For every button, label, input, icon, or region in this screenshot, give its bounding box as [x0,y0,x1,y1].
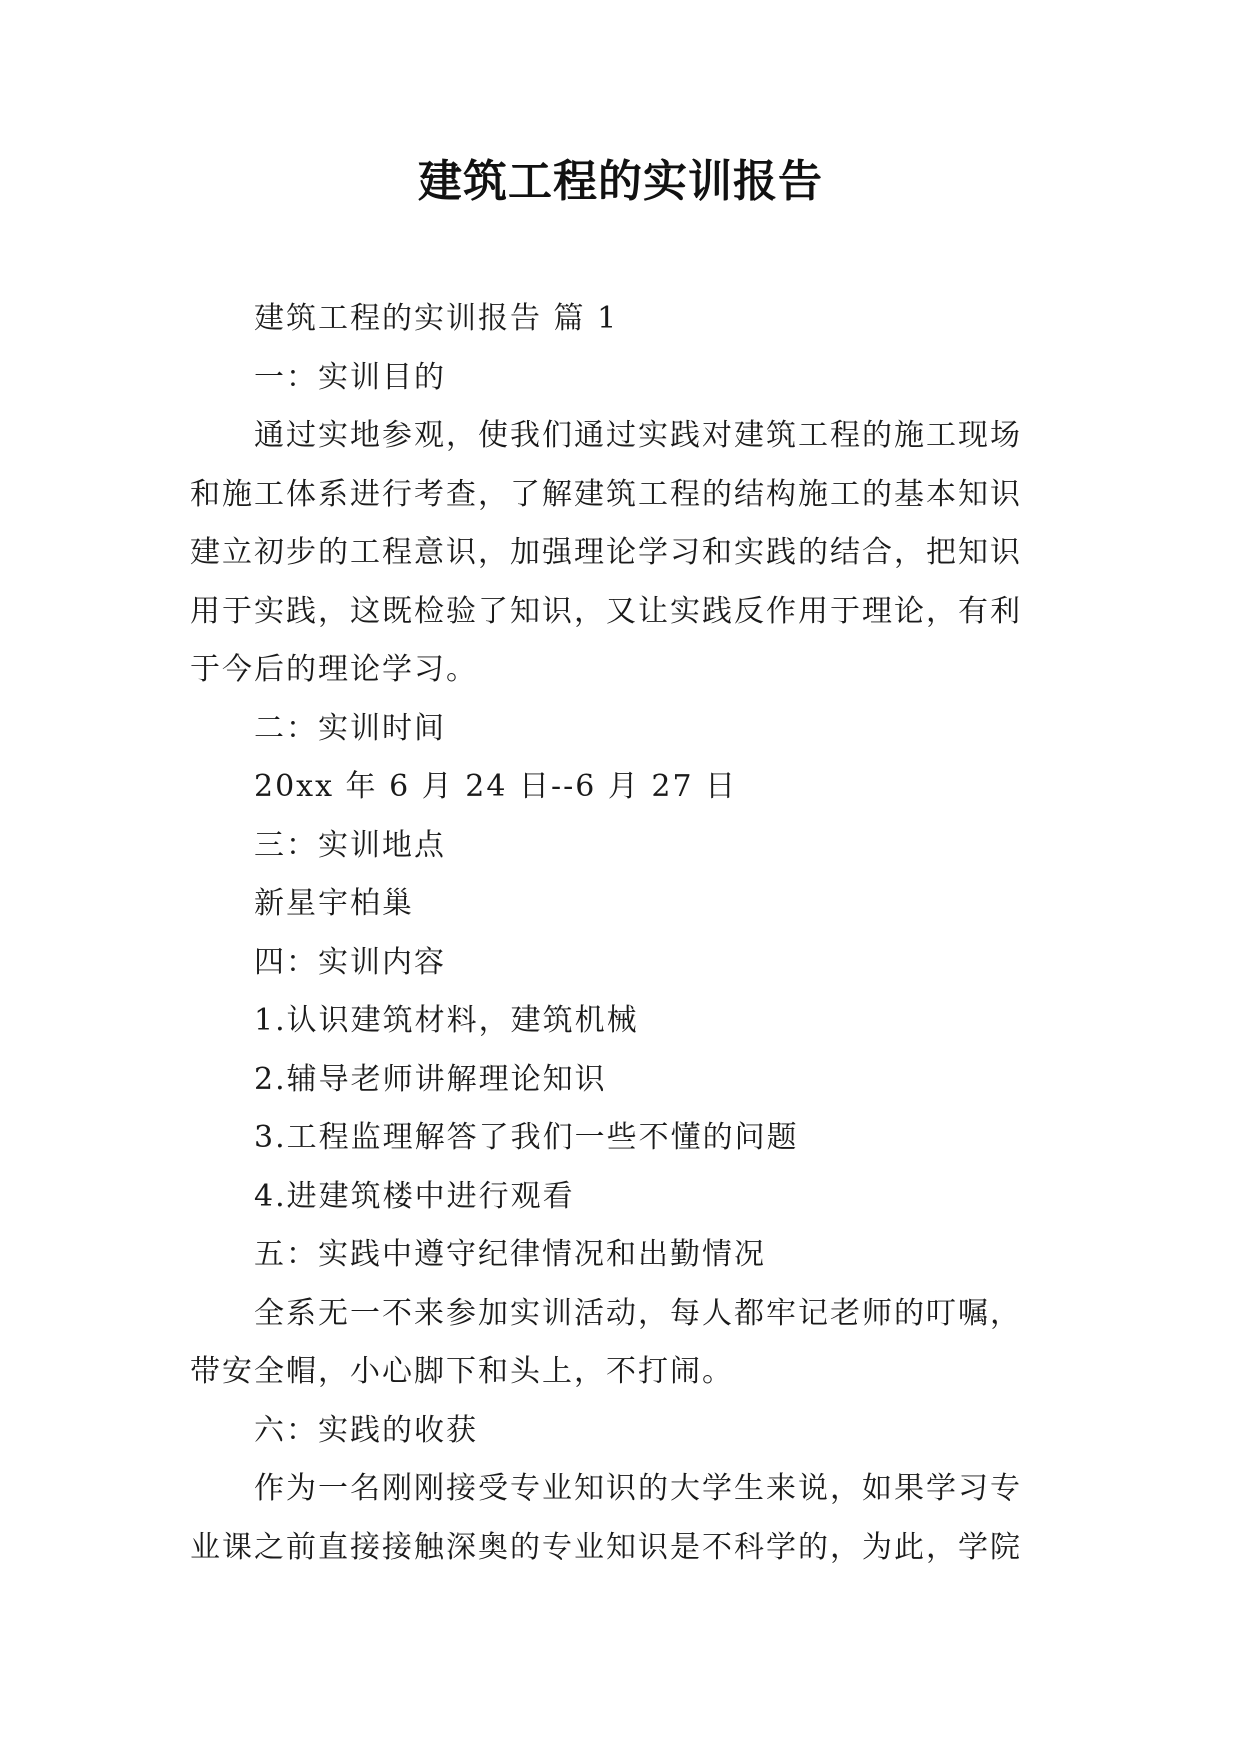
location-text: 新星宇柏巢 [254,886,414,921]
section-heading-location: 三：实训地点 [254,827,446,863]
section-heading-report: 建筑工程的实训报告 篇 1 [254,301,619,336]
date-range-text: 20xx 年 6 月 24 日--6 月 27 日 [254,769,738,804]
paragraph-line: 建立初步的工程意识，加强理论学习和实践的结合，把知识 [190,535,1022,570]
paragraph-line: 带安全帽，小心脚下和头上，不打闹。 [190,1354,734,1389]
paragraph-line: 于今后的理论学习。 [190,652,478,687]
section-heading-content: 四：实训内容 [254,944,446,980]
list-item: 4.进建筑楼中进行观看 [254,1178,575,1214]
paragraph-line: 作为一名刚刚接受专业知识的大学生来说，如果学习专 [254,1471,1022,1506]
list-item: 3.工程监理解答了我们一些不懂的问题 [254,1120,799,1155]
section-heading-time: 二：实训时间 [254,710,446,746]
section-heading-discipline: 五：实践中遵守纪律情况和出勤情况 [254,1237,766,1272]
document-title: 建筑工程的实训报告 [418,156,823,207]
paragraph-line: 和施工体系进行考查，了解建筑工程的结构施工的基本知识 [190,476,1022,512]
paragraph-line: 业课之前直接接触深奥的专业知识是不科学的，为此，学院 [190,1529,1022,1565]
paragraph-line: 通过实地参观，使我们通过实践对建筑工程的施工现场 [254,418,1022,453]
list-item: 1.认识建筑材料，建筑机械 [254,1003,639,1038]
section-heading-gains: 六：实践的收获 [254,1412,478,1448]
section-heading-objective: 一：实训目的 [254,359,446,395]
paragraph-line: 用于实践，这既检验了知识，又让实践反作用于理论，有利 [190,593,1022,629]
paragraph-line: 全系无一不来参加实训活动，每人都牢记老师的叮嘱， [254,1295,1022,1331]
list-item: 2.辅导老师讲解理论知识 [254,1061,607,1097]
document-body [190,290,1070,1577]
